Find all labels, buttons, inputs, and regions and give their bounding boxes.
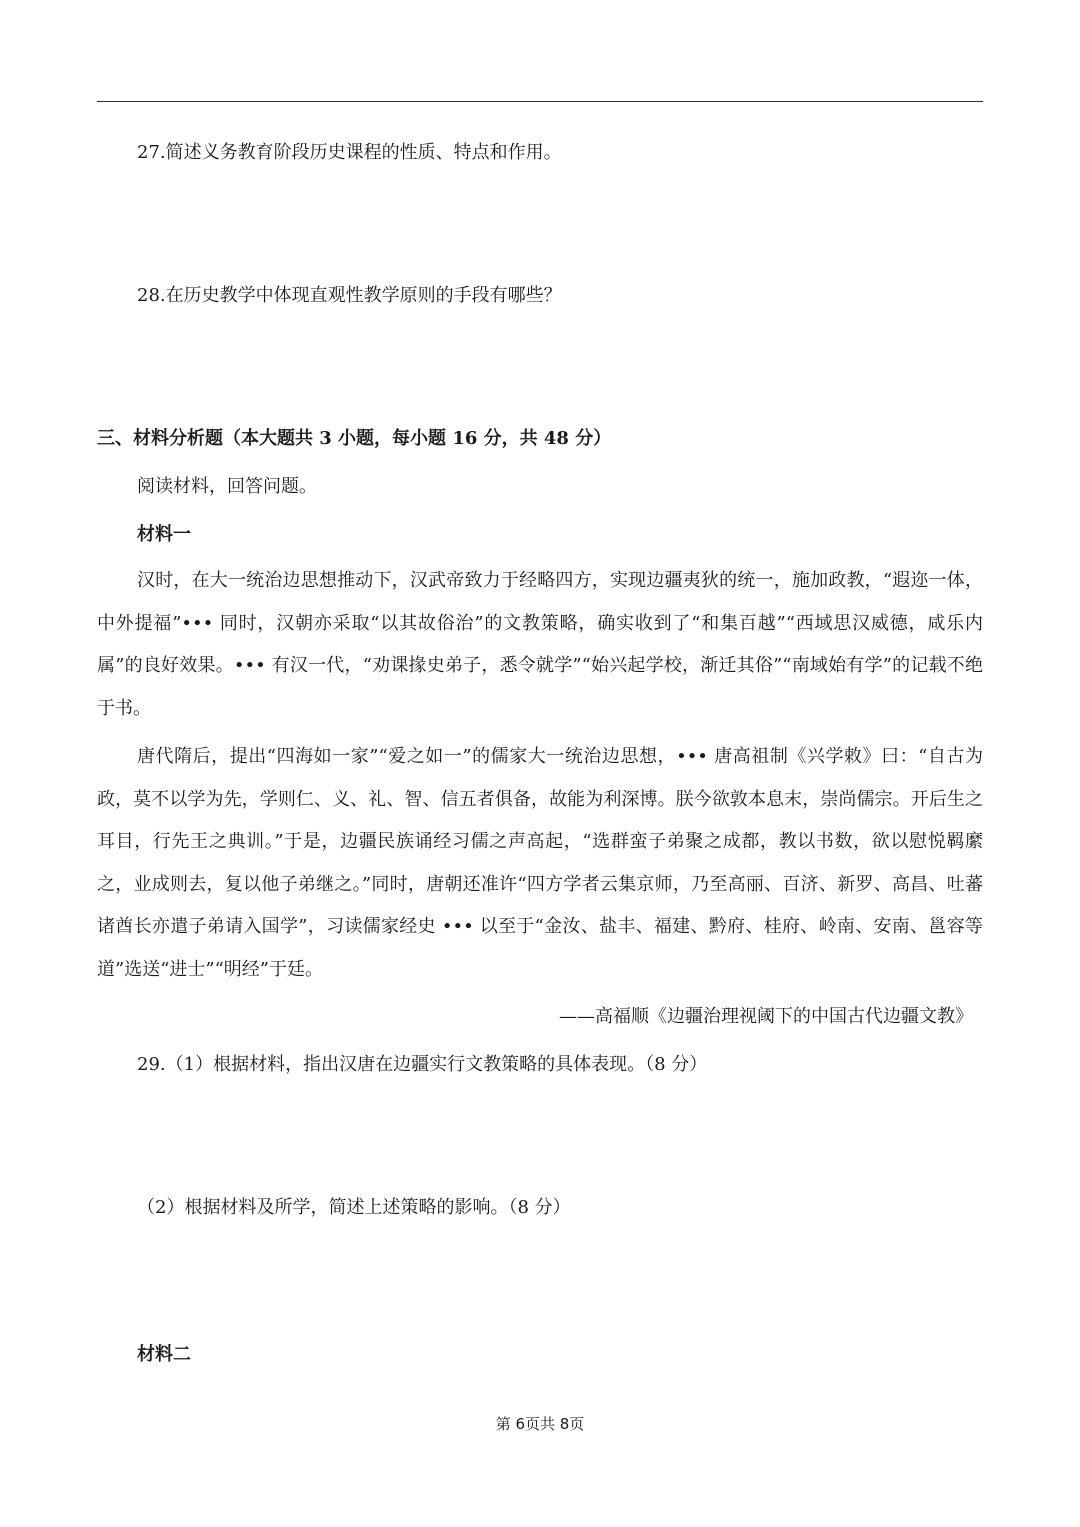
question-28: 28.在历史教学中体现直观性教学原则的手段有哪些？ <box>137 285 562 306</box>
material-1-paragraph-1: 汉时，在大一统治边思想推动下，汉武帝致力于经略四方，实现边疆夷狄的统一，施加政教，“遐迩一体，中外提福”••• 同时，汉朝亦采取“以其故俗治”的文教策略，确实收到了“和集百越”“西域思汉威德，咸乐内属”的良好效果。••• 有汉一代，“劝课掾史弟子，悉令就学”“始兴起学校，渐迁其俗”“南域始有学”的记载不绝于书。 <box>97 570 983 719</box>
page-number: 第 6页共 8页 <box>495 1415 585 1433</box>
section-3-instruction: 阅读材料，回答问题。 <box>137 476 317 497</box>
material-2-title: 材料二 <box>137 1344 191 1365</box>
question-29-part-2: （2）根据材料及所学，简述上述策略的影响。（8 分） <box>137 1197 571 1218</box>
material-1-source: ——高福顺《边疆治理视阈下的中国古代边疆文教》 <box>559 1006 973 1027</box>
question-27: 27.简述义务教育阶段历史课程的性质、特点和作用。 <box>137 142 562 163</box>
material-1-title: 材料一 <box>137 524 191 545</box>
material-1-paragraph-2: 唐代隋后，提出“四海如一家”“爱之如一”的儒家大一统治边思想，••• 唐高祖制《兴学敕》曰：“自古为政，莫不以学为先，学则仁、义、礼、智、信五者俱备，故能为利深博。朕今欲敦本息末，崇尚儒宗。开后生之耳目，行先王之典训。”于是，边疆民族诵经习儒之声高起，“选群蛮子弟聚之成都，教以书数，欲以慰悦羁縻之，业成则去，复以他子弟继之。”同时，唐朝还准许“四方学者云集京师，乃至高丽、百济、新罗、高昌、吐蕃诸酋长亦遣子弟请入国学”，习读儒家经史 ••• 以至于“金汝、盐丰、福建、黔府、桂府、岭南、安南、邕容等道”选送“进士”“明经”于廷。 <box>97 746 983 980</box>
question-29-part-1: 29.（1）根据材料，指出汉唐在边疆实行文教策略的具体表现。（8 分） <box>137 1054 708 1075</box>
header-rule <box>97 101 983 102</box>
section-3-heading: 三、材料分析题（本大题共 3 小题，每小题 16 分，共 48 分） <box>97 428 612 449</box>
